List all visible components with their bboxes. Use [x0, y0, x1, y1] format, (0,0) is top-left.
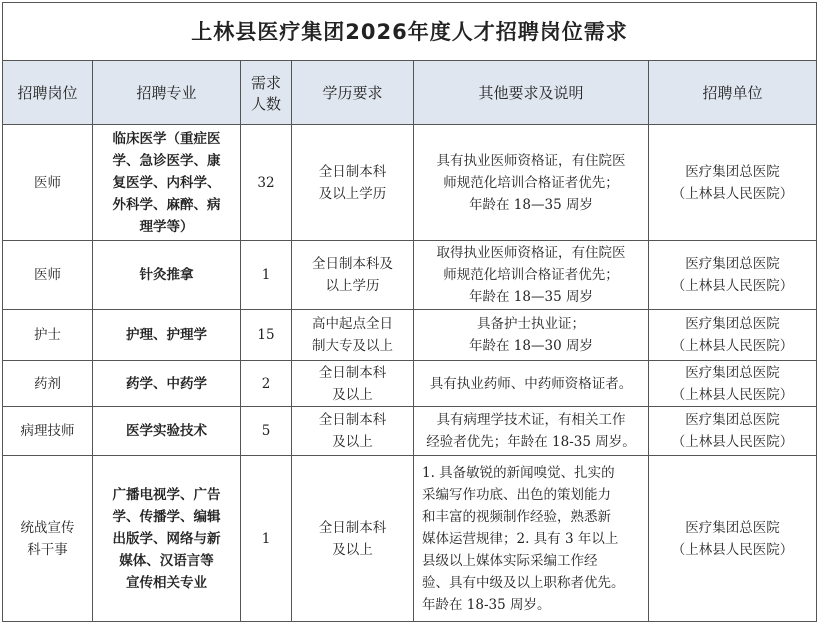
cell-major [93, 310, 241, 361]
cell-major-line: 理学等） [139, 218, 194, 235]
cell-education-line: 及以上 [332, 386, 373, 403]
table-title: 上林县医疗集团2026年度人才招聘岗位需求 [3, 3, 817, 61]
cell-major-line: 复医学、内科学、 [112, 174, 221, 191]
cell-education-line: 及以上 [332, 541, 373, 558]
cell-count: 5 [241, 407, 292, 456]
cell-count: 1 [241, 456, 292, 622]
cell-major [93, 125, 241, 241]
cell-education [292, 456, 414, 622]
cell-education [292, 407, 414, 456]
cell-unit-line: （上林县人民医院） [671, 278, 794, 294]
cell-notes-line: 师规范化培训合格证者优先； [443, 174, 619, 191]
cell-unit-line: （上林县人民医院） [671, 434, 794, 450]
cell-notes-line: 县级以上媒体实际采编工作经 [422, 552, 598, 569]
cell-notes-line: 师规范化培训合格证者优先； [443, 267, 619, 283]
cell-unit-line: （上林县人民医院） [671, 386, 794, 403]
cell-major-line: 出版学、网络与新 [112, 530, 221, 547]
table-row [3, 125, 817, 241]
cell-education-line: 以上学历 [325, 278, 380, 294]
cell-notes [414, 310, 649, 361]
cell-notes-line: 验、具有中级及以上职称者优先。 [422, 574, 625, 591]
cell-notes [414, 241, 649, 310]
cell-count: 1 [241, 241, 292, 310]
cell-position [3, 407, 93, 456]
cell-unit-line: 医疗集团总医院 [685, 256, 780, 272]
cell-major-line: 学、传播学、编辑 [112, 508, 221, 525]
cell-position [3, 125, 93, 241]
cell-education [292, 241, 414, 310]
cell-count: 32 [241, 125, 292, 241]
cell-education-line: 及以上 [332, 434, 373, 450]
table-row [3, 456, 817, 622]
cell-major-line: 学、急诊医学、康 [112, 152, 221, 169]
cell-notes-line: 年龄在 18—35 周岁 [469, 196, 593, 213]
cell-unit-line: 医疗集团总医院 [685, 519, 780, 536]
cell-unit [649, 241, 817, 310]
cell-notes [414, 361, 649, 407]
cell-unit [649, 407, 817, 456]
cell-education-line: 高中起点全日 [312, 316, 393, 332]
cell-unit-line: （上林县人民医院） [671, 541, 794, 558]
cell-position-line: 护士 [34, 327, 61, 343]
header-unit: 招聘单位 [649, 61, 817, 125]
table-row [3, 310, 817, 361]
cell-notes-line: 年龄在 18—30 周岁 [469, 338, 593, 354]
cell-notes [414, 125, 649, 241]
cell-unit [649, 125, 817, 241]
cell-major-line: 宣传相关专业 [126, 574, 207, 591]
cell-major-line: 药学、中药学 [126, 375, 207, 392]
table-row [3, 407, 817, 456]
cell-unit-line: 医疗集团总医院 [685, 364, 780, 381]
cell-major-line: 针灸推拿 [139, 267, 194, 283]
cell-position [3, 241, 93, 310]
cell-major-line: 医学实验技术 [126, 423, 207, 439]
cell-major [93, 241, 241, 310]
cell-position [3, 361, 93, 407]
cell-position-line: 统战宣传 [20, 519, 75, 536]
cell-position [3, 310, 93, 361]
cell-education-line: 全日制本科 [318, 519, 387, 536]
cell-notes-line: 媒体运营规律；2. 具有 3 年以上 [422, 530, 619, 547]
cell-position-line: 医师 [34, 267, 61, 283]
table-row [3, 361, 817, 407]
cell-notes [414, 456, 649, 622]
cell-major-line: 广播电视学、广告 [112, 486, 221, 503]
cell-notes-line: 1. 具备敏锐的新闻嗅觉、扎实的 [422, 464, 615, 481]
header-position: 招聘岗位 [3, 61, 93, 125]
cell-unit [649, 361, 817, 407]
cell-notes-line: 具有病理学技术证，有相关工作 [436, 412, 626, 428]
header-row [3, 61, 817, 125]
cell-notes-line: 经验者优先；年龄在 18-35 周岁。 [426, 434, 636, 450]
cell-count: 15 [241, 310, 292, 361]
header-education: 学历要求 [292, 61, 414, 125]
cell-notes-line: 取得执业医师资格证，有住院医 [436, 245, 626, 261]
cell-count: 2 [241, 361, 292, 407]
cell-unit [649, 310, 817, 361]
header-major: 招聘专业 [93, 61, 241, 125]
cell-education-line: 全日制本科 [318, 364, 387, 381]
cell-education-line: 全日制本科及 [312, 256, 393, 272]
cell-notes-line: 具有执业药师、中药师资格证者。 [429, 375, 633, 392]
cell-notes-line: 采编写作功底、出色的策划能力 [422, 486, 611, 503]
cell-position-line: 医师 [34, 174, 61, 191]
cell-notes [414, 407, 649, 456]
cell-notes-line: 年龄在 18—35 周岁 [469, 289, 593, 305]
cell-education-line: 及以上学历 [318, 185, 387, 202]
header-count-line: 需求 [250, 73, 281, 92]
header-count-line: 人数 [250, 94, 281, 113]
table-body [3, 125, 817, 622]
cell-unit-line: （上林县人民医院） [671, 185, 794, 202]
header-count [241, 61, 292, 125]
cell-unit-line: 医疗集团总医院 [685, 316, 780, 332]
cell-major [93, 361, 241, 407]
cell-notes-line: 具备护士执业证； [477, 316, 585, 332]
cell-position-line: 药剂 [34, 375, 61, 392]
cell-major-line: 护理、护理学 [126, 327, 207, 343]
cell-major-line: 临床医学（重症医 [112, 130, 221, 147]
cell-notes-line: 年龄在 18-35 周岁。 [422, 596, 551, 613]
cell-notes-line: 具有执业医师资格证，有住院医 [436, 152, 626, 169]
cell-major-line: 媒体、汉语言等 [119, 552, 214, 569]
cell-unit-line: 医疗集团总医院 [685, 163, 780, 180]
cell-major-line: 外科学、麻醉、病 [112, 196, 221, 213]
cell-education [292, 361, 414, 407]
cell-position-line: 病理技师 [20, 423, 75, 439]
cell-education-line: 全日制本科 [318, 412, 387, 428]
title-row [3, 3, 817, 61]
header-notes: 其他要求及说明 [414, 61, 649, 125]
cell-position-line: 科干事 [27, 541, 68, 558]
cell-position [3, 456, 93, 622]
recruitment-table [2, 2, 817, 622]
table-row [3, 241, 817, 310]
cell-unit-line: （上林县人民医院） [671, 338, 794, 354]
cell-education [292, 125, 414, 241]
cell-unit-line: 医疗集团总医院 [685, 412, 780, 428]
cell-education-line: 制大专及以上 [312, 338, 393, 354]
cell-major [93, 456, 241, 622]
cell-education [292, 310, 414, 361]
cell-unit [649, 456, 817, 622]
cell-education-line: 全日制本科 [318, 163, 387, 180]
cell-notes-line: 和丰富的视频制作经验，熟悉新 [422, 508, 611, 525]
cell-major [93, 407, 241, 456]
